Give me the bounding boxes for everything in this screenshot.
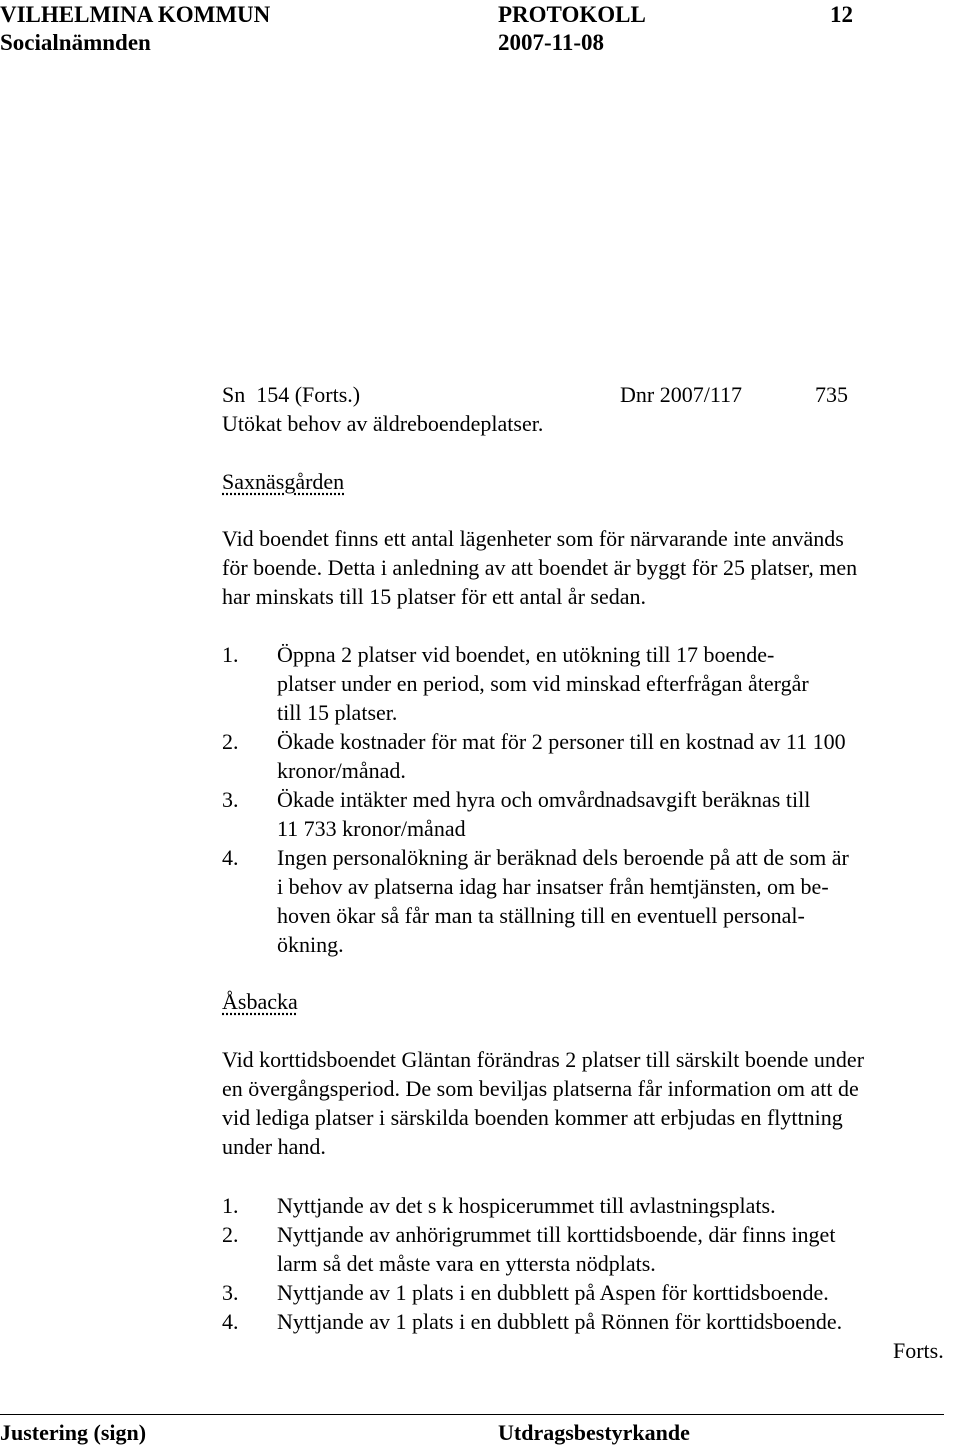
footer-rule [0,1414,944,1415]
list-item-line: Ökade intäkter med hyra och omvårdnadsavgift beräknas till [277,787,811,812]
list-item-line: Nyttjande av det s k hospicerummet till avlastningsplats. [277,1193,776,1218]
paragraph-line: Vid boendet finns ett antal lägenheter som för närvarande inte används [222,526,844,551]
paragraph-line: under hand. [222,1134,326,1159]
list-item-line: kronor/månad. [277,758,406,783]
paragraph-line: för boende. Detta i anledning av att boendet är byggt för 25 platser, men [222,555,858,580]
list-item-line: 11 733 kronor/månad [277,816,466,841]
case-ref: Sn 154 (Forts.) [222,382,361,407]
paragraph-line: har minskats till 15 platser för ett antal år sedan. [222,584,646,609]
list-item-line: till 15 platser. [277,700,398,725]
paragraph-line: vid lediga platser i särskilda boenden kommer att erbjudas en flyttning [222,1105,843,1130]
doc-type: PROTOKOLL [498,2,646,27]
list-item-number: 3. [222,1280,239,1305]
list-item-number: 4. [222,845,239,870]
org-name: VILHELMINA KOMMUN [0,2,271,27]
protocol-date: 2007-11-08 [498,30,605,55]
list-item-line: Öppna 2 platser vid boendet, en utökning till 17 boende- [277,642,775,667]
section-heading-saxnasgarden: Saxnäsgården [222,469,345,494]
case-subject: Utökat behov av äldreboendeplatser. [222,411,544,436]
list-item-number: 4. [222,1309,239,1334]
list-item-line: larm så det måste vara en yttersta nödplats. [277,1251,656,1276]
page-number: 12 [830,2,853,27]
footer-justering: Justering (sign) [0,1420,147,1445]
paragraph-line: Vid korttidsboendet Gläntan förändras 2 platser till särskilt boende under [222,1047,865,1072]
list-item-line: hoven ökar så får man ta ställning till en eventuell personal- [277,903,805,928]
case-dnr: Dnr 2007/117 [620,382,743,407]
list-item-line: Nyttjande av 1 plats i en dubblett på Aspen för korttidsboende. [277,1280,829,1305]
case-code: 735 [815,382,848,407]
list-item-line: platser under en period, som vid minskad efterfrågan återgår [277,671,809,696]
list-item-line: i behov av platserna idag har insatser från hemtjänsten, om be- [277,874,829,899]
committee-name: Socialnämnden [0,30,151,55]
list-item-number: 1. [222,1193,239,1218]
continued-marker: Forts. [893,1338,944,1363]
list-item-number: 2. [222,1222,239,1247]
list-item-line: ökning. [277,932,344,957]
section1-intro [222,524,942,611]
list-item-number: 1. [222,642,239,667]
list-item-line: Nyttjande av anhörigrummet till korttidsboende, där finns inget [277,1222,836,1247]
list-item-line: Ökade kostnader för mat för 2 personer till en kostnad av 11 100 [277,729,846,754]
section-heading-asbacka: Åsbacka [222,989,298,1014]
section2-intro [222,1045,942,1161]
list-item-line: Nyttjande av 1 plats i en dubblett på Rönnen för korttidsboende. [277,1309,843,1334]
list-item-line: Ingen personalökning är beräknad dels beroende på att de som är [277,845,849,870]
paragraph-line: en övergångsperiod. De som beviljas platserna får information om att de [222,1076,859,1101]
list-item-number: 2. [222,729,239,754]
list-item-number: 3. [222,787,239,812]
footer-utdragsbestyrkande: Utdragsbestyrkande [498,1420,690,1445]
